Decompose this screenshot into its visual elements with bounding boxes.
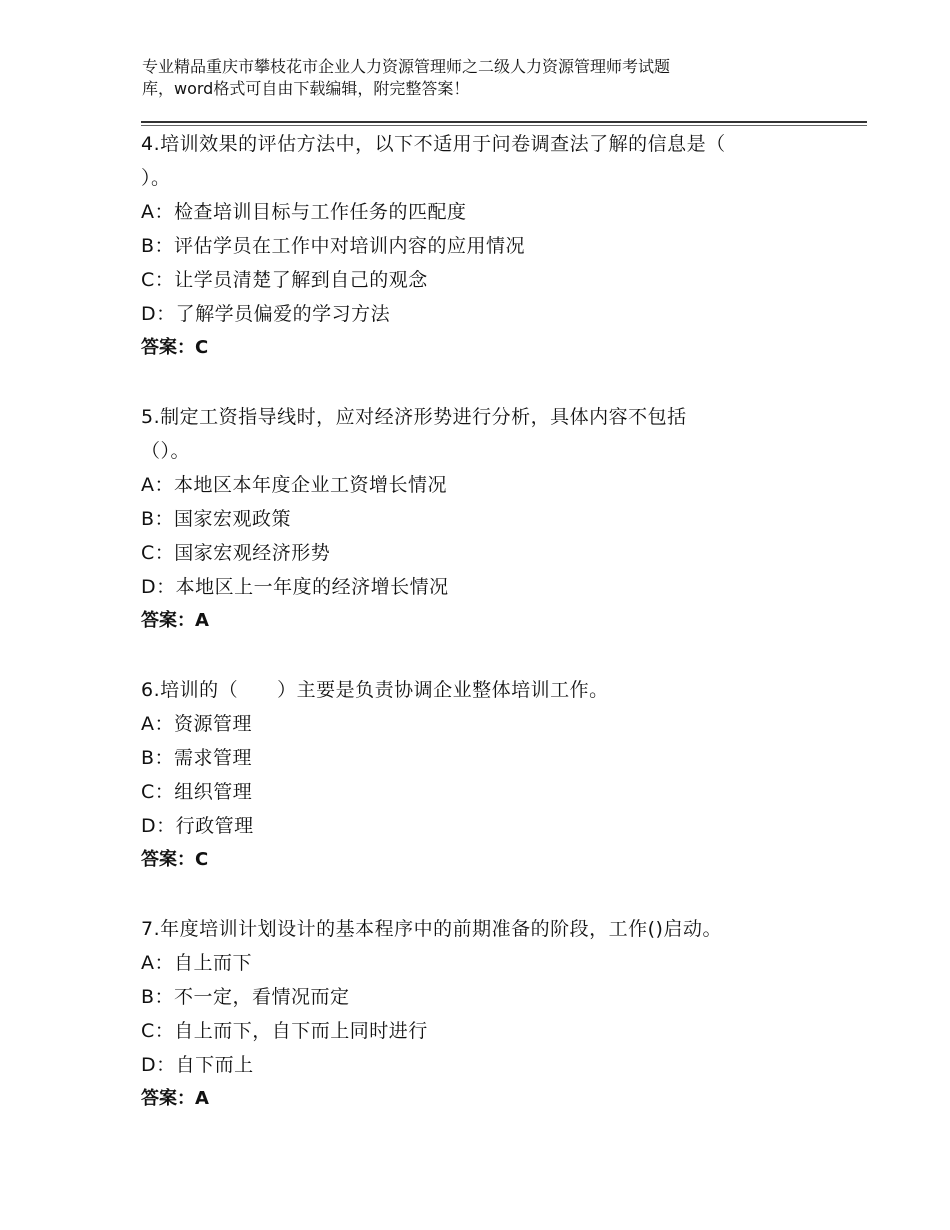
header-line-2: 库，word格式可自由下载编辑，附完整答案！ (142, 79, 470, 98)
answer-label: 答案：C (141, 849, 209, 870)
option-d: D：自下而上 (141, 1054, 254, 1076)
option-d: D：本地区上一年度的经济增长情况 (141, 576, 449, 598)
option-c: C：国家宏观经济形势 (141, 542, 331, 564)
option-d: D：行政管理 (141, 815, 254, 837)
header-divider-thin (141, 125, 867, 126)
answer-label: 答案：A (141, 1088, 209, 1109)
option-b: B：不一定，看情况而定 (141, 986, 350, 1008)
option-c: C：让学员清楚了解到自己的观念 (141, 269, 428, 291)
answer-label: 答案：C (141, 337, 209, 358)
option-b: B：评估学员在工作中对培训内容的应用情况 (141, 235, 526, 257)
answer-label: 答案：A (141, 610, 209, 631)
header-line-1: 专业精品重庆市攀枝花市企业人力资源管理师之二级人力资源管理师考试题 (142, 57, 671, 76)
option-a: A：本地区本年度企业工资增长情况 (141, 474, 447, 496)
question-stem-line-2: （）。 (141, 440, 191, 462)
question-stem-line-1: 5.制定工资指导线时，应对经济形势进行分析，具体内容不包括 (141, 406, 687, 428)
option-a: A：资源管理 (141, 713, 252, 735)
option-a: A：检查培训目标与工作任务的匹配度 (141, 201, 467, 223)
option-b: B：国家宏观政策 (141, 508, 292, 530)
question-block-6 (141, 673, 831, 877)
question-block-7 (141, 912, 831, 1116)
option-b: B：需求管理 (141, 747, 253, 769)
header-divider-thick (141, 121, 867, 123)
question-stem-line-1: 4.培训效果的评估方法中，以下不适用于问卷调查法了解的信息是（ (141, 133, 726, 155)
question-stem-line-1: 6.培训的（ ）主要是负责协调企业整体培训工作。 (141, 679, 609, 701)
document-header (142, 56, 782, 100)
question-block-5 (141, 400, 831, 638)
option-c: C：自上而下，自下而上同时进行 (141, 1020, 428, 1042)
option-a: A：自上而下 (141, 952, 252, 974)
question-stem-line-2: ）。 (141, 167, 171, 189)
option-d: D：了解学员偏爱的学习方法 (141, 303, 391, 325)
question-stem-line-1: 7.年度培训计划设计的基本程序中的前期准备的阶段，工作()启动。 (141, 918, 722, 940)
option-c: C：组织管理 (141, 781, 253, 803)
question-block-4 (141, 127, 831, 365)
